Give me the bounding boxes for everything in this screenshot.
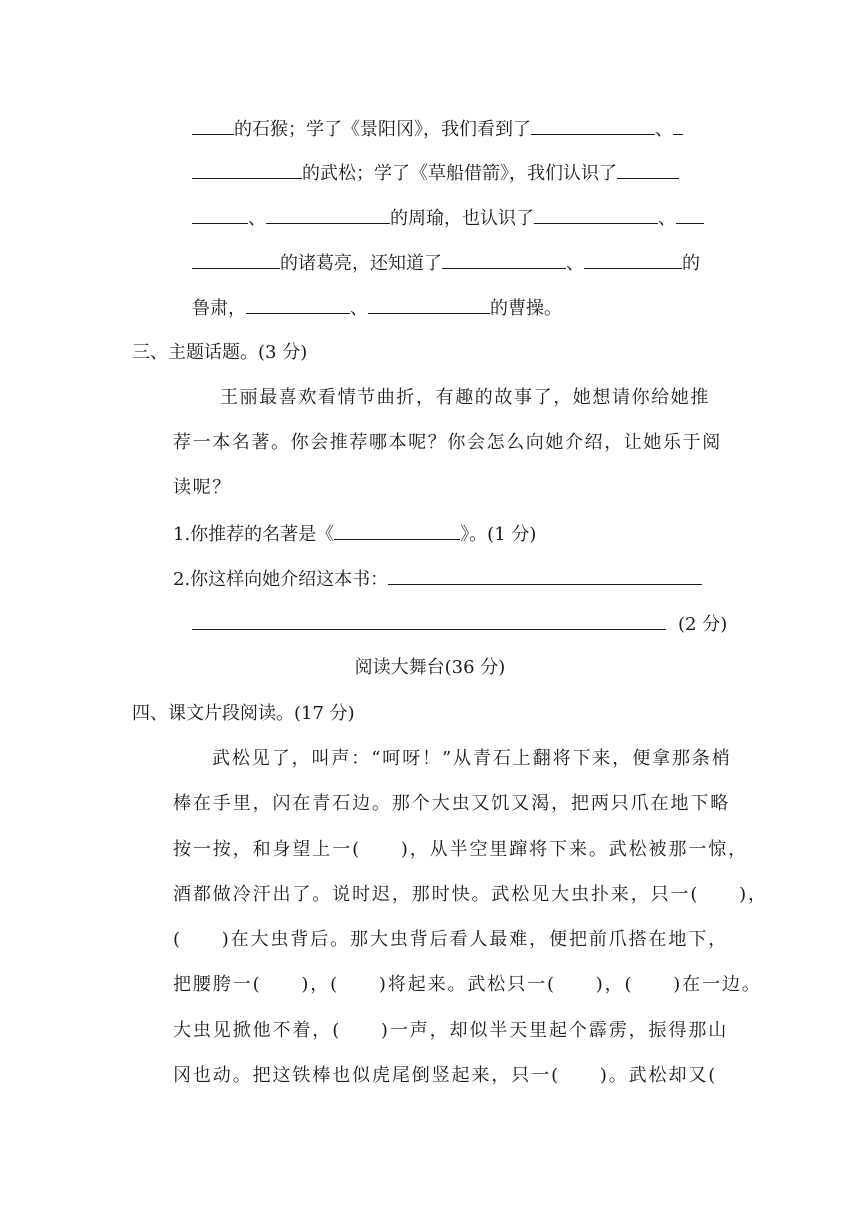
- s2-text: 、: [350, 298, 368, 319]
- answer-blank[interactable]: [531, 114, 655, 135]
- answer-blank[interactable]: [266, 203, 390, 224]
- passage-line: 棒在手里，闪在青石边。那个大虫又饥又渴，把两只爪在地下略: [173, 793, 731, 814]
- q2-prefix: 2.你这样向她介绍这本书：: [173, 569, 389, 590]
- q2-score: (2 分): [678, 614, 728, 635]
- s3-question-2-cont: [192, 609, 727, 639]
- s2-line-4: [192, 248, 700, 278]
- s2-text: 、: [658, 208, 676, 229]
- s2-line-5: [192, 293, 562, 323]
- passage-line: 武松见了，叫声：“呵呀！”从青石上翻将下来，便拿那条梢: [212, 748, 732, 769]
- s2-text: 的诸葛亮，还知道了: [280, 253, 442, 274]
- answer-blank[interactable]: [192, 248, 280, 269]
- passage-line: 酒都做冷汗出了。说时迟，那时快。武松见大虫扑来，只一( )，: [173, 884, 768, 905]
- s2-text: 的石猴；学了《景阳冈》，我们看到了: [234, 119, 531, 140]
- s3-paragraph-line-2: 荐一本名著。你会推荐哪本呢？你会怎么向她介绍，让她乐于阅: [173, 432, 722, 453]
- q1-suffix: 》。(1 分): [460, 524, 537, 545]
- s3-question-2: [173, 564, 702, 594]
- s2-text: 的周瑜，也认识了: [390, 208, 534, 229]
- answer-blank[interactable]: [673, 114, 683, 135]
- passage-line: 把腰胯一( )，( )将起来。武松只一( )，( )在一边。: [173, 974, 762, 995]
- s3-paragraph-line-3: 读呢？: [173, 477, 232, 498]
- s2-text: 、: [655, 119, 673, 140]
- section-3-heading: 三、主题话题。(3 分): [132, 342, 308, 363]
- answer-blank[interactable]: [368, 293, 490, 314]
- reading-section-title: 阅读大舞台(36 分): [354, 657, 506, 678]
- passage-line: 按一按，和身望上一( )，从半空里蹿将下来。武松被那一惊，: [173, 839, 749, 860]
- intro-blank-1[interactable]: [388, 564, 702, 585]
- book-title-blank[interactable]: [334, 519, 460, 540]
- passage-line: 冈也动。把这铁棒也似虎尾倒竖起来，只一( )。武松却又(: [173, 1065, 718, 1086]
- q1-prefix: 1.你推荐的名著是《: [173, 524, 335, 545]
- passage-line: 大虫见掀他不着，( )一声，却似半天里起个霹雳，振得那山: [173, 1020, 729, 1041]
- answer-blank[interactable]: [442, 248, 566, 269]
- s3-question-1: [173, 519, 536, 549]
- s2-line-1: [192, 114, 683, 144]
- section-4-heading: 四、课文片段阅读。(17 分): [132, 703, 355, 724]
- s2-text: 、: [248, 208, 266, 229]
- answer-blank[interactable]: [192, 203, 248, 224]
- s2-line-2: [192, 158, 679, 188]
- s2-text: 的武松；学了《草船借箭》，我们认识了: [302, 163, 617, 184]
- answer-blank[interactable]: [246, 293, 350, 314]
- s2-text: 的曹操。: [490, 298, 562, 319]
- answer-blank[interactable]: [584, 248, 682, 269]
- answer-blank[interactable]: [192, 114, 234, 135]
- s3-paragraph-line-1: 王丽最喜欢看情节曲折，有趣的故事了，她想请你给她推: [220, 387, 710, 408]
- answer-blank[interactable]: [617, 158, 679, 179]
- s2-text: 、: [566, 253, 584, 274]
- s2-text: 鲁肃，: [192, 298, 246, 319]
- intro-blank-2[interactable]: [192, 609, 666, 630]
- answer-blank[interactable]: [676, 203, 704, 224]
- answer-blank[interactable]: [534, 203, 658, 224]
- s2-line-3: [192, 203, 704, 233]
- passage-line: ( )在大虫背后。那大虫背后看人最难，便把前爪搭在地下，: [173, 929, 729, 950]
- answer-blank[interactable]: [192, 158, 302, 179]
- s2-text: 的: [682, 253, 700, 274]
